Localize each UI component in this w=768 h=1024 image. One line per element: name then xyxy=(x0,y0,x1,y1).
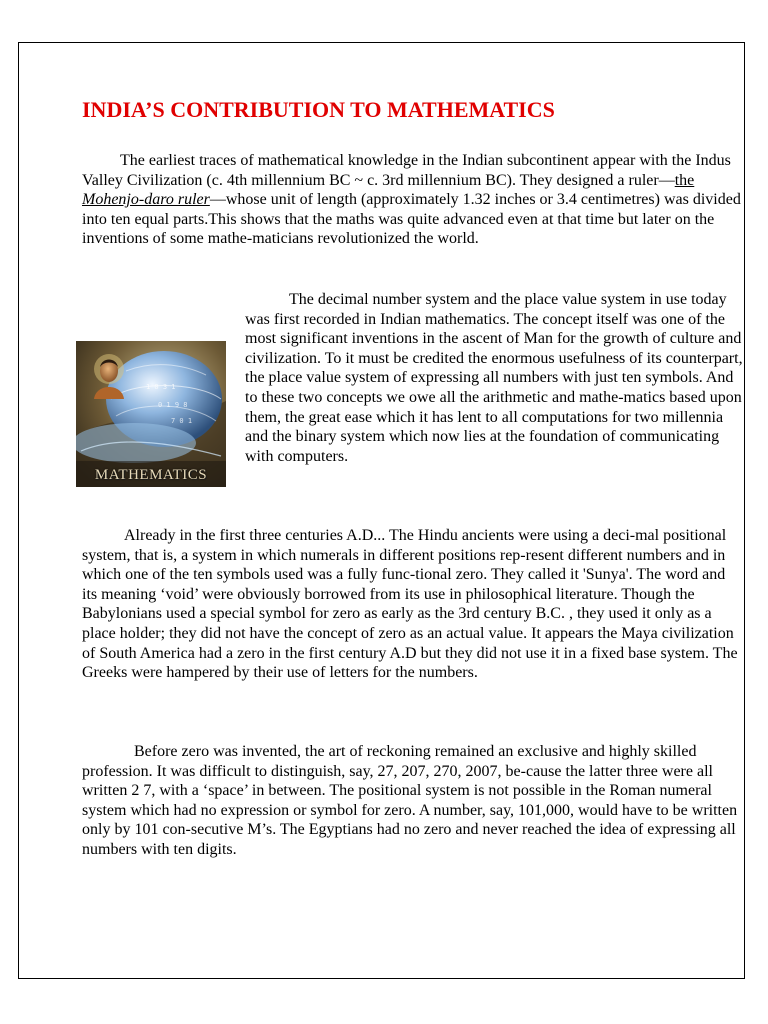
cover-title: MATHEMATICS xyxy=(94,467,208,483)
paragraph-zero-history: Already in the first three centuries A.D... The Hindu ancients were using a deci-mal positional system, that is, a system in which numerals in different positions rep-resent different numbers and in which one of the ten symbols used was a fully func-tional zero. They called it 'Sunya'. The word and its meaning ‘void’ were obviously borrowed from its use in philosophical literature. Though the Babylonians used a special symbol for zero as early as the 3rd century B.C. , they used it only as a place holder; they did not have the concept of zero as an actual value. It appears the Maya civilization of South America had a zero in the first century A.D but they did not use it in a fixed base system. The Greeks were hampered by their use of letters for the numbers. xyxy=(82,527,738,682)
mathematics-cover-image xyxy=(76,341,226,487)
paragraph-before-zero: Before zero was invented, the art of reckoning remained an exclusive and highly skilled profession. It was difficult to distinguish, say, 27, 207, 270, 2007, be-cause the latter three were all written 2 7, with a ‘space’ in between. The positional system is not possible in the Roman numeral system which had no expression or symbol for zero. A number, say, 101,000, would have to be written only by 101 con-secutive M’s. The Egyptians had no zero and never reached the idea of expressing all numbers with ten digits. xyxy=(82,743,738,858)
cover-artwork xyxy=(76,341,226,487)
page-title: INDIA’S CONTRIBUTION TO MATHEMATICS xyxy=(82,97,555,122)
paragraph-1-text-b: —whose unit of length (approximately 1.32 inches or 3.4 centimetres) was divided into ten equal parts.This shows that the maths was quite advanced even at that time but later on the inventions of some mathe-maticians revolutionized the world. xyxy=(82,191,741,248)
svg-text:7 0 1: 7 0 1 xyxy=(171,417,193,425)
paragraph-1-text-a: The earliest traces of mathematical knowledge in the Indian subcontinent appear with the Indus Valley Civilization (c. 4th millennium BC ~ c. 3rd millennium BC). They designed a ruler— xyxy=(82,152,731,189)
paragraph-indus-valley xyxy=(82,151,752,249)
mohenjo-daro-link-the[interactable]: the xyxy=(674,171,695,189)
mohenjo-daro-ruler-link[interactable]: Mohenjo-daro ruler xyxy=(82,191,210,209)
paragraph-decimal-system: The decimal number system and the place value system in use today was first recorded in Indian mathematics. The concept itself was one of the most significant inventions in the ascent of Man for the growth of culture and civilization. To it must be credited the enormous usefulness of its counterpart, the place value system of expressing all numbers with just ten symbols. And to these two concepts we owe all the arithmetic and mathe-matics based upon them, the great ease which it has lent to all computations for two millennia and the binary system which now lies at the foundation of communicating with computers. xyxy=(245,291,743,465)
svg-text:1 0 3 1: 1 0 3 1 xyxy=(146,383,176,391)
svg-text:0 1 9 8: 0 1 9 8 xyxy=(158,401,188,409)
